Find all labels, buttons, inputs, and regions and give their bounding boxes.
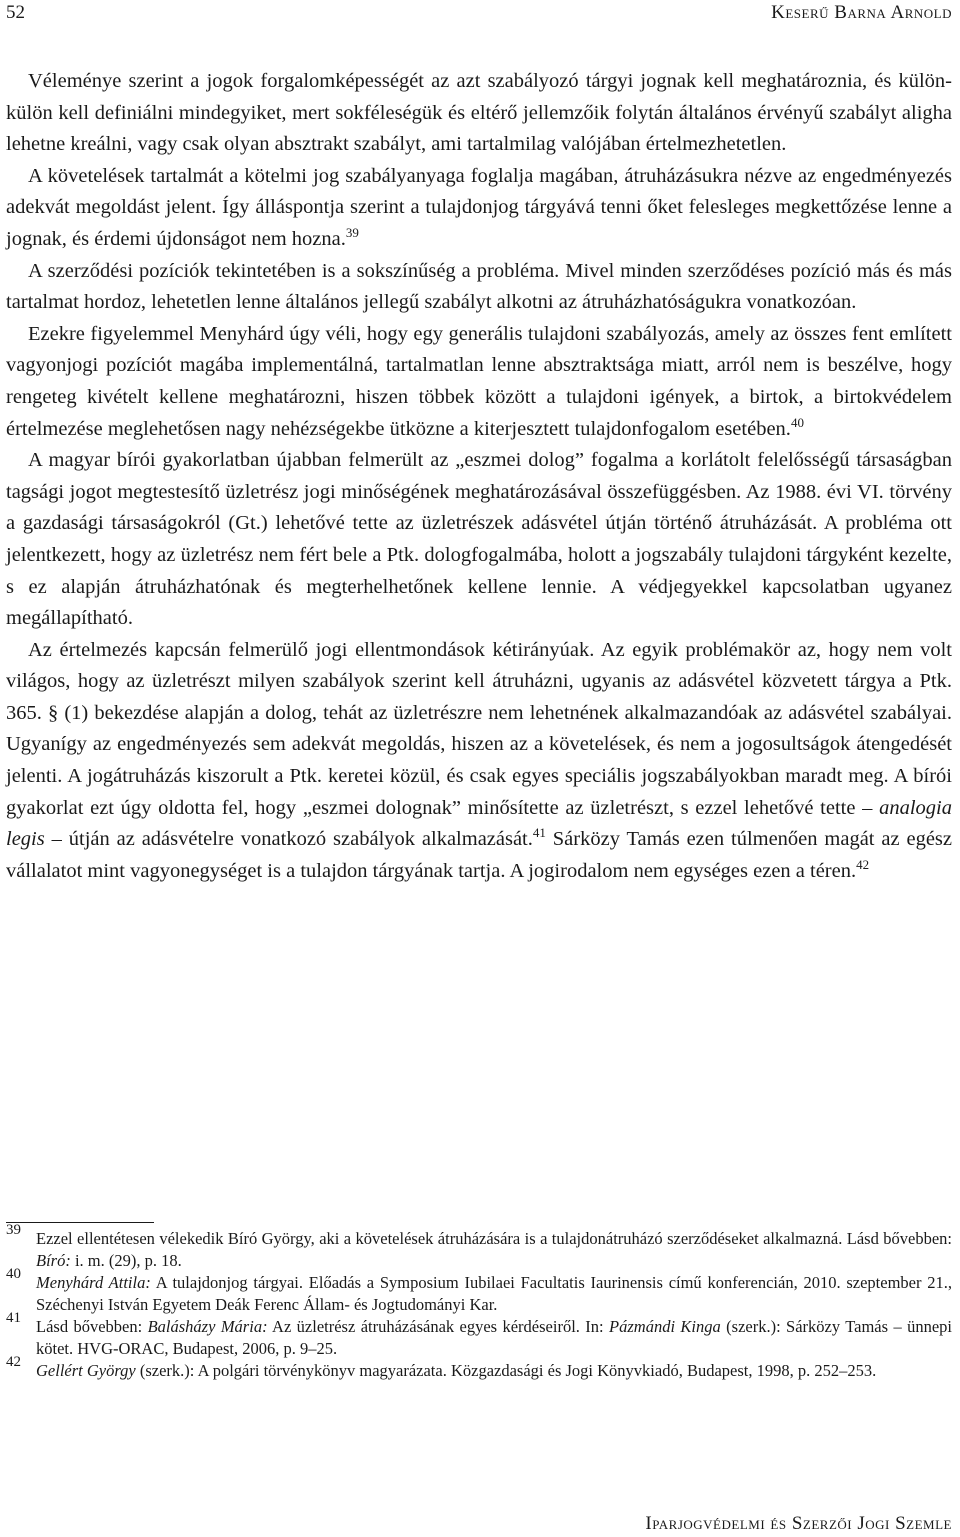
paragraph-6	[6, 635, 952, 888]
footnote-editor: Pázmándi Kinga	[609, 1317, 721, 1336]
body-text	[6, 66, 952, 887]
paragraph-3	[6, 256, 952, 319]
page-number: 52	[6, 2, 25, 23]
footnote-text: (szerk.): Sárközy Tamás – ünnepi kötet. HVG-ORAC, Budapest, 2006, p. 9–25.	[36, 1317, 952, 1358]
running-head-author: Keserű Barna Arnold	[771, 2, 952, 23]
paragraph-6-text-b: – útján az adásvételre vonatkozó szabályok alkalmazását.	[51, 828, 533, 851]
footnote-number: 39	[6, 1222, 21, 1238]
paragraph-1	[6, 66, 952, 161]
paragraph-5	[6, 445, 952, 635]
paragraph-4	[6, 319, 952, 445]
footnote-text: i. m. (29), p. 18.	[74, 1251, 182, 1270]
paragraph-1-text: Véleménye szerint a jogok forgalomképességét az azt szabályozó tárgyi jognak kell meghatároznia, és külön-külön kell definiálni mindegyiket, mert sokféleségük és eltérő jellemzőik folytán általános érvényű szabályt aligha lehetne kreálni, vagy csak olyan absztrakt szabályt, ami tartalmilag valójában értelmezhetetlen.	[6, 70, 952, 156]
footnote-text: Ezzel ellentétesen vélekedik Bíró György, aki a követelések átruházására is a tulajdonátruházó szerződéseket alkalmazná. Lásd bővebben:	[36, 1229, 952, 1248]
footnote-author: Gellért György	[36, 1361, 136, 1380]
footnote-number: 40	[6, 1266, 21, 1282]
footnote-39	[6, 1222, 952, 1272]
paragraph-4-text: Ezekre figyelemmel Menyhárd úgy véli, hogy egy generális tulajdoni szabályozás, amely az összes fent említett vagyonjogi pozíciót magába implementálná, tartalmatlan lenne absztraktsága miatt, arról nem is beszélve, hogy rengeteg kivételt kellene meghatározni, hiszen többek között a tulajdoni igények, a birtok, a birtokvédelem értelmezése meglehetősen nagy nehézségekbe ütközne a kiterjesztett tulajdonfogalom esetében.	[6, 322, 952, 440]
footnote-42	[6, 1354, 952, 1382]
footnote-ref-41[interactable]: 41	[532, 825, 546, 841]
footnote-number: 41	[6, 1310, 21, 1326]
paragraph-5-text: A magyar bírói gyakorlatban újabban felmerült az „eszmei dolog” fogalma a korlátolt felelősségű társaságban tagsági jogot megtestesítő üzletrész jogi minőségének meghatározásával összefüggésben. Az 1988. évi VI. törvény a gazdasági társaságokról (Gt.) lehetővé tette az üzletrészek adásvétel útján történő átruházását. A probléma ott jelentkezett, hogy az üzletrész nem fért bele a Ptk. dologfogalmába, holott a jogszabály tulajdoni tárgyként kezelte, s ez alapján átruházhatónak és megterhelhetőnek kellene lennie. A védjegyekkel kapcsolatban ugyanez megállapítható.	[6, 449, 952, 630]
footnote-separator	[6, 1222, 154, 1223]
paragraph-2-text: A követelések tartalmát a kötelmi jog szabályanyaga foglalja magában, átruházásukra nézve az engedményezés adekvát megoldást jelent. Így álláspontja szerint a tulajdonjog tárgyává tenni őket felesleges megkettőzése lenne a jognak, és érdemi újdonságot nem hozna.	[6, 164, 952, 250]
footnote-number: 42	[6, 1354, 21, 1370]
footnote-41	[6, 1310, 952, 1360]
footnote-author: Balásházy Mária:	[147, 1317, 268, 1336]
running-foot-journal: Iparjogvédelmi és Szerzői Jogi Szemle	[645, 1513, 952, 1534]
paragraph-6-text-a: Az értelmezés kapcsán felmerülő jogi ellentmondások kétirányúak. Az egyik problémakör az, hogy nem volt világos, hogy az üzletrészt milyen szabályok szerint kell átruházni, ugyanis az adásvétel közvetett tárgya a Ptk. 365. § (1) bekezdése alapján a dolog, tehát az üzletrészre nem lehetnének alkalmazandóak az adásvétel szabályai. Ugyanígy az engedményezés sem adekvát megoldás, hiszen az a követelések, és nem a jogosultságok átengedését jelenti. A jogátruházás kiszorult a Ptk. keretei közül, és csak egyes speciális jogszabályokban maradt meg. A bírói gyakorlat ezt úgy oldotta fel, hogy „eszmei dolognak” minősítette az üzletrészt, s ezzel lehetővé tette –	[6, 638, 952, 819]
footnote-text: A tulajdonjog tárgyai. Előadás a Symposium Iubilaei Facultatis Iaurinensis című konferencián, 2010. szeptember 21., Széchenyi István Egyetem Deák Ferenc Állam- és Jogtudományi Kar.	[36, 1273, 952, 1314]
footnotes	[6, 1222, 952, 1382]
paragraph-6-text-c: Sárközy Tamás ezen túlmenően magát az egész vállalatot mint vagyonegységet is a tulajdon tárgyának tartja. A jogirodalom nem egységes ezen a téren.	[6, 828, 952, 882]
paragraph-3-text: A szerződési pozíciók tekintetében is a sokszínűség a probléma. Mivel minden szerződéses pozíció más és más tartalmat hordoz, lehetetlen lenne általános jellegű szabályt alkotni az átruházhatóságukra vonatkozóan.	[6, 259, 952, 314]
footnote-author: Menyhárd Attila:	[36, 1273, 151, 1292]
footnote-text: Lásd bővebben:	[36, 1317, 143, 1336]
footnote-ref-40[interactable]: 40	[790, 414, 804, 430]
footnote-text: Az üzletrész átruházásának egyes kérdéseiről. In:	[272, 1317, 604, 1336]
footnote-text: (szerk.): A polgári törvénykönyv magyarázata. Közgazdasági és Jogi Könyvkiadó, Budapest, 1998, p. 252–253.	[139, 1361, 877, 1380]
footnote-ref-42[interactable]: 42	[856, 856, 870, 872]
footnote-ref-39[interactable]: 39	[345, 224, 359, 240]
footnote-40	[6, 1266, 952, 1316]
paragraph-2	[6, 161, 952, 256]
latin-term: analogia legis	[6, 796, 952, 851]
footnote-author: Bíró:	[36, 1251, 71, 1270]
